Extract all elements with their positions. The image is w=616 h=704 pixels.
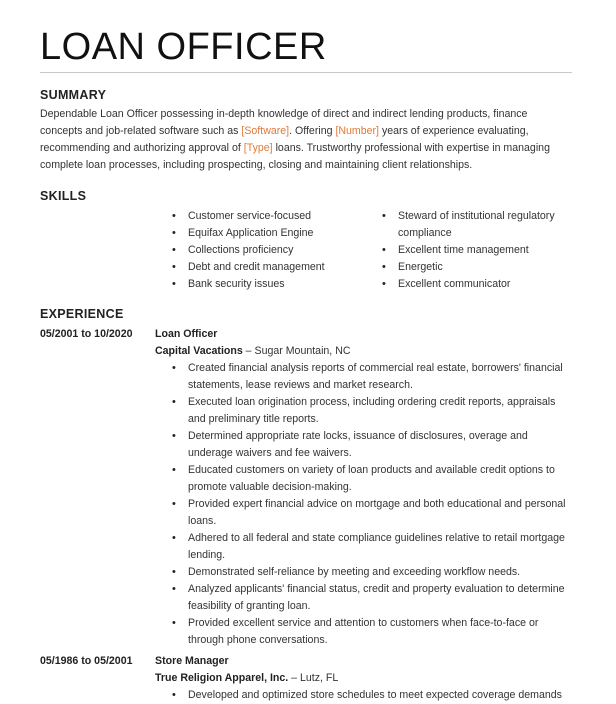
skill-item: • Debt and credit management [170, 259, 370, 276]
job-company: Capital Vacations [155, 345, 243, 357]
header-divider [40, 72, 572, 73]
skill-item: • Excellent communicator [380, 276, 570, 293]
skill-item: • Excellent time management [380, 242, 570, 259]
job-dates: 05/1986 to 05/2001 [40, 655, 133, 667]
resume-name-heading: LOAN OFFICER [40, 26, 327, 68]
job-bullet: • Analyzed applicants' financial status, credit and property evaluation to determine feasibility of granting loan. [170, 581, 570, 615]
skill-item: • Customer service-focused [170, 208, 370, 225]
skill-item: • Equifax Application Engine [170, 225, 370, 242]
job-bullet: • Demonstrated self-reliance by meeting and exceeding workflow needs. [170, 564, 570, 581]
job-bullet: • Developed and optimized store schedules to meet expected coverage demands [170, 687, 570, 704]
placeholder-software: [Software] [241, 125, 290, 137]
job-company-line [155, 670, 338, 687]
skill-item: • Steward of institutional regulatory compliance [380, 208, 570, 242]
job-location: Sugar Mountain, NC [254, 345, 351, 357]
skill-item: • Bank security issues [170, 276, 370, 293]
summary-text-3: years of experience evaluating, recommending and authorizing approval of [40, 125, 529, 154]
experience-heading: EXPERIENCE [40, 307, 124, 321]
summary-paragraph [40, 106, 572, 174]
summary-text-4: loans. Trustworthy professional with expertise in managing complete loan processes, including prospecting, closing and maintaining client relationships. [40, 142, 550, 171]
skills-list-left [170, 208, 370, 293]
job-company: True Religion Apparel, Inc. [155, 672, 289, 684]
job-dates: 05/2001 to 10/2020 [40, 328, 133, 340]
job-title: Store Manager [155, 655, 229, 667]
skill-item: • Energetic [380, 259, 570, 276]
summary-heading: SUMMARY [40, 88, 107, 102]
job-bullet: • Determined appropriate rate locks, issuance of disclosures, overage and underage waivers and fee waivers. [170, 428, 570, 462]
skill-item: • Collections proficiency [170, 242, 370, 259]
job-bullets [170, 687, 570, 704]
job-bullet: • Created financial analysis reports of commercial real estate, borrowers' financial statements, lease reviews and market research. [170, 360, 570, 394]
job-bullet: • Educated customers on variety of loan products and available credit options to promote valuable decision-making. [170, 462, 570, 496]
company-separator: – [242, 345, 255, 357]
placeholder-type: [Type] [243, 142, 273, 154]
summary-text-1: Dependable Loan Officer possessing in-depth knowledge of direct and indirect lending products, finance concepts and job-related software such as [40, 108, 528, 137]
company-separator: – [288, 672, 301, 684]
job-company-line [155, 343, 351, 360]
skills-heading: SKILLS [40, 189, 87, 203]
job-bullet: • Provided expert financial advice on mortgage and both educational and personal loans. [170, 496, 570, 530]
job-title: Loan Officer [155, 328, 218, 340]
skills-list-right [380, 208, 570, 293]
job-bullets [170, 360, 570, 649]
job-bullet: • Adhered to all federal and state compliance guidelines relative to retail mortgage lending. [170, 530, 570, 564]
job-bullet: • Executed loan origination process, including ordering credit reports, appraisals and preliminary title reports. [170, 394, 570, 428]
job-bullet: • Provided excellent service and attention to customers when face-to-face or through phone conversations. [170, 615, 570, 649]
job-location: Lutz, FL [300, 672, 339, 684]
placeholder-number: [Number] [335, 125, 380, 137]
summary-text-2: . Offering [289, 125, 336, 137]
